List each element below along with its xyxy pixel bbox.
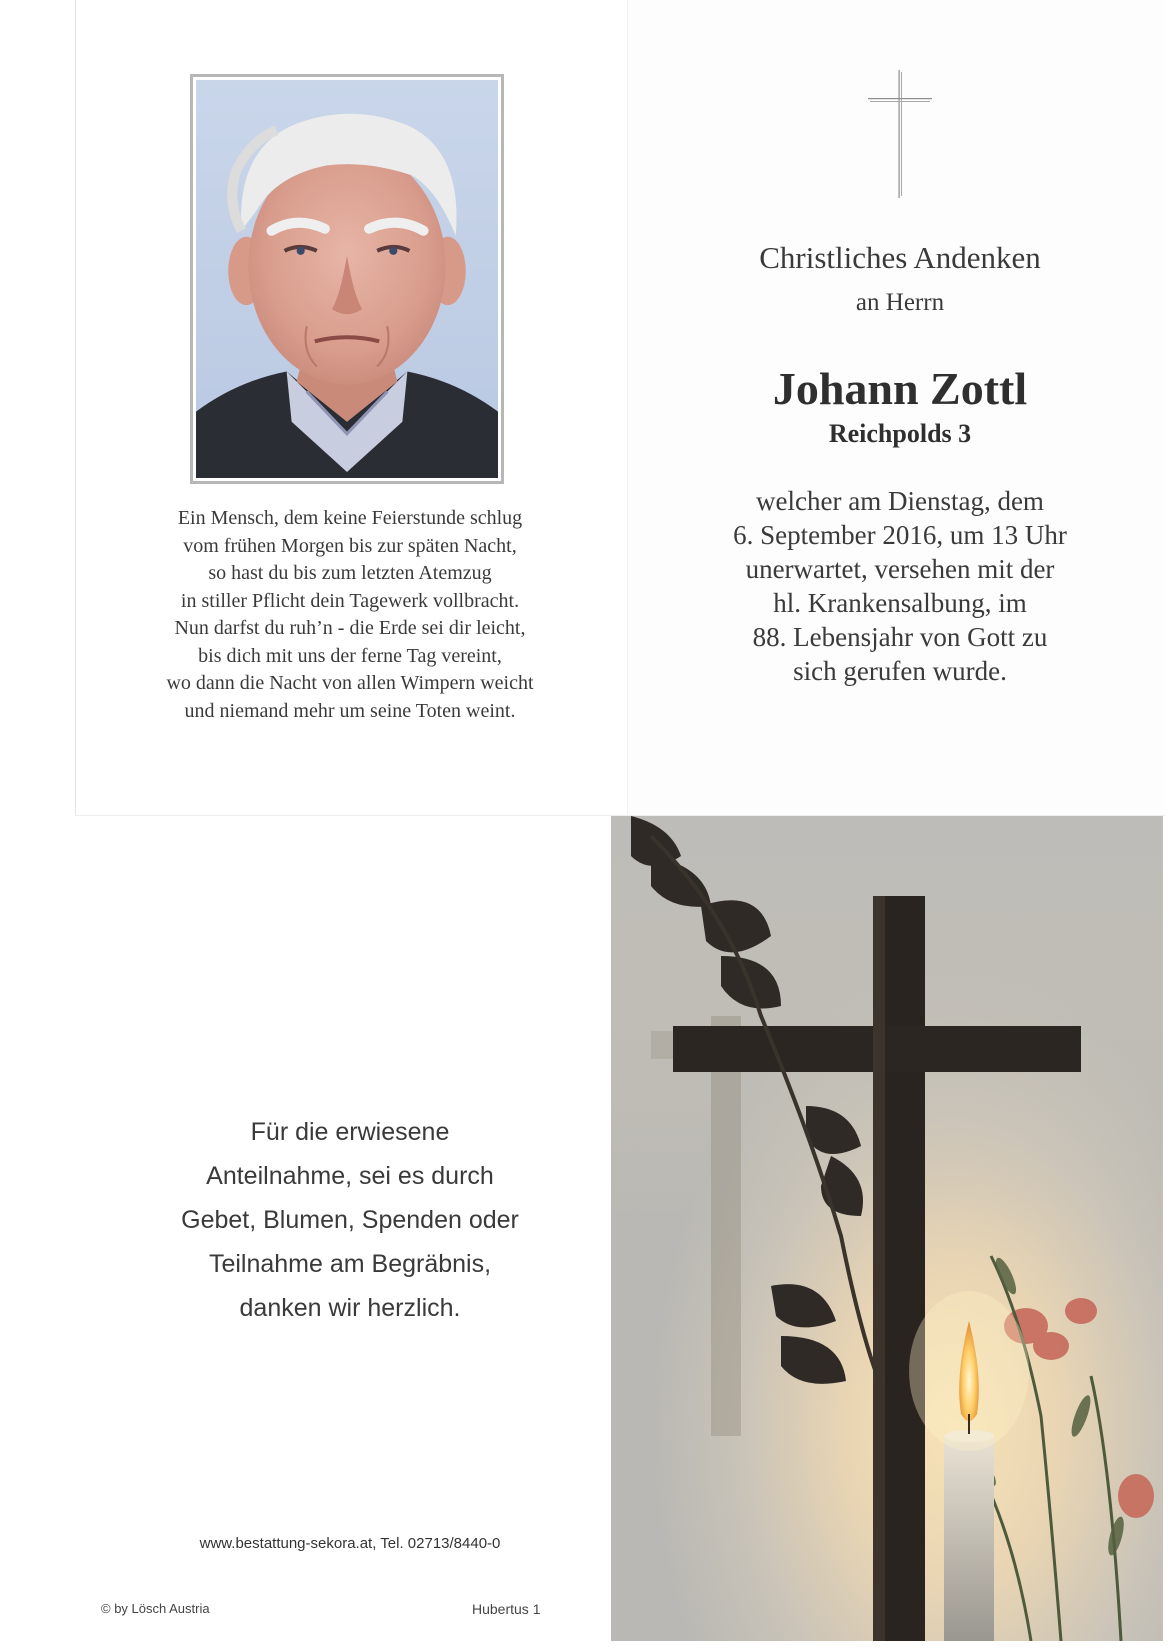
memorial-line: unerwartet, versehen mit der — [745, 554, 1055, 584]
thanks-line: Für die erwiesene — [250, 1118, 450, 1146]
thanks-line: Gebet, Blumen, Spenden oder — [181, 1206, 519, 1234]
card-edge — [75, 0, 76, 815]
thanks-line: danken wir herzlich. — [239, 1294, 461, 1322]
poem-line: Nun darfst du ruh’n - die Erde sei dir leicht, — [174, 617, 526, 639]
cross-icon — [868, 70, 932, 198]
poem-line: wo dann die Nacht von allen Wimpern weicht — [166, 672, 534, 694]
card-model: Hubertus 1 — [472, 1601, 541, 1617]
poem-line: in stiller Pflicht dein Tagewerk vollbracht. — [180, 589, 520, 612]
memorial-line: 6. September 2016, um 13 Uhr — [733, 520, 1067, 550]
funeral-home-contact: www.bestattung-sekora.at, Tel. 02713/8440-0 — [199, 1535, 501, 1552]
memorial-subtitle: an Herrn — [855, 289, 945, 316]
poem — [100, 505, 600, 725]
memorial-body — [640, 484, 1160, 688]
memorial-line: sich gerufen wurde. — [793, 656, 1007, 686]
copyright: © by Lösch Austria — [101, 1601, 210, 1616]
poem-line: und niemand mehr um seine Toten weint. — [184, 699, 516, 722]
memorial-title: Christliches Andenken — [759, 240, 1041, 275]
memorial-line: 88. Lebensjahr von Gott zu — [752, 622, 1048, 652]
thanks-line: Teilnahme am Begräbnis, — [208, 1250, 492, 1278]
deceased-name: Johann Zottl — [772, 363, 1028, 414]
poem-line: vom frühen Morgen bis zur späten Nacht, — [183, 534, 517, 557]
thanks-line: Anteilnahme, sei es durch — [206, 1162, 494, 1190]
poem-line: bis dich mit uns der ferne Tag vereint, — [198, 644, 502, 667]
memorial-line: welcher am Dienstag, dem — [756, 486, 1044, 516]
memorial-line: hl. Krankensalbung, im — [773, 588, 1027, 618]
memorial-text — [640, 238, 1160, 688]
portrait-frame — [190, 74, 504, 484]
poem-line: so hast du bis zum letzten Atemzug — [208, 562, 492, 584]
thanks-text — [100, 1110, 600, 1330]
fold-line-vertical — [627, 0, 628, 815]
cross-candle-flowers-photo — [611, 816, 1163, 1641]
poem-line: Ein Mensch, dem keine Feierstunde schlug — [177, 507, 523, 529]
deceased-address: Reichpolds 3 — [828, 419, 972, 448]
portrait-photo — [196, 80, 498, 478]
